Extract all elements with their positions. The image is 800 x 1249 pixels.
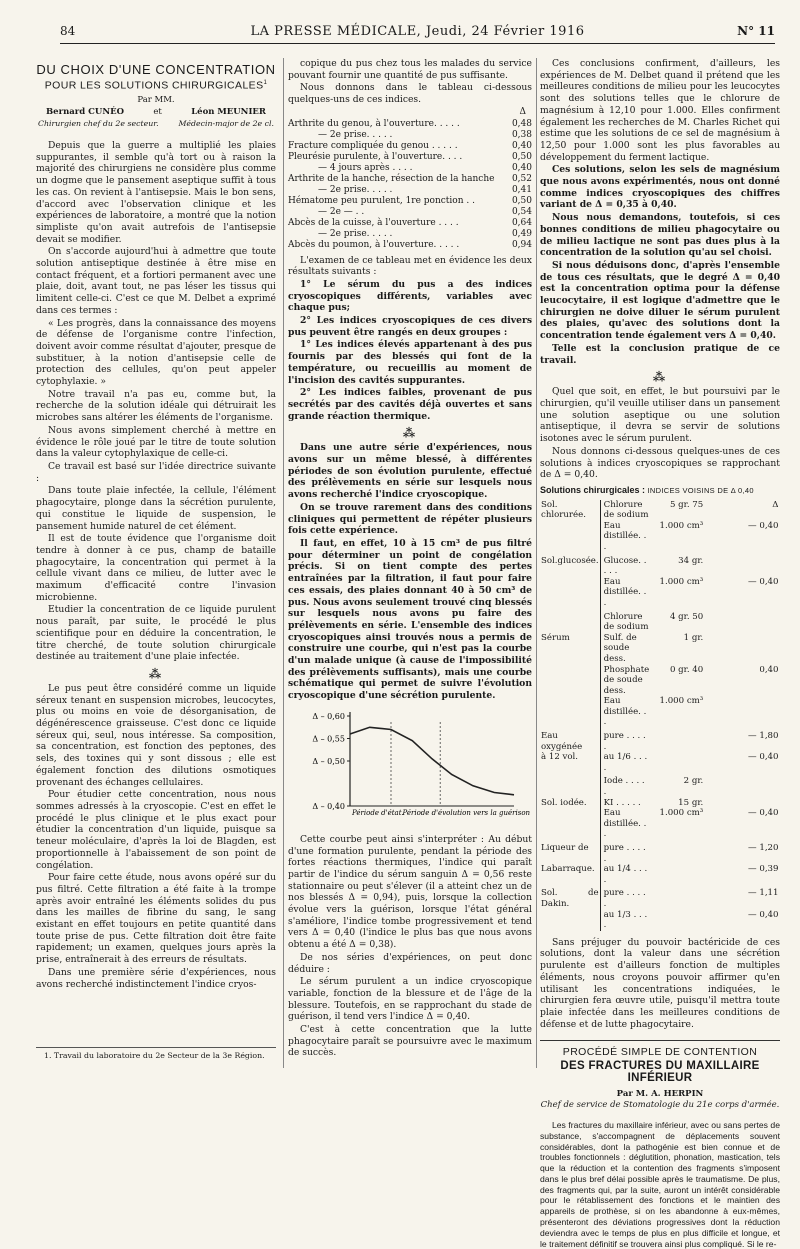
indice-label: Hématome peu purulent, 1re ponction . . — [288, 195, 475, 206]
solution-delta: — 0,40 — [748, 808, 779, 819]
author-roles — [36, 118, 276, 130]
solution-quantity — [650, 728, 704, 752]
table-row — [288, 185, 532, 196]
solution-name: Eau oxygénée — [541, 731, 583, 752]
solution-delta: — 1,11 — [748, 888, 779, 899]
table-row — [540, 864, 780, 885]
solutions-table — [540, 500, 780, 931]
article2-body — [540, 1120, 780, 1249]
indice-value: 0,64 — [511, 217, 532, 228]
solution-component: Phosphate de soude dess. — [600, 665, 650, 697]
indice-value: 0,40 — [511, 140, 532, 151]
solution-quantity: 5 gr. 75 — [669, 499, 704, 510]
paragraph: Dans une autre série d'expériences, nous avons sur un même blessé, à différentes périodes de son évolution purulente, effectué des prélèvements en série sur lesquels nous avons recherché l'indice cryoscopique. — [288, 442, 532, 501]
results-paragraphs — [288, 255, 532, 423]
section-stars: ⁂ — [402, 426, 418, 441]
indice-label: Pleurésie purulente, à l'ouverture. . . . — [288, 151, 463, 162]
paragraph: Ce travail est basé sur l'idée directrice suivante : — [36, 461, 276, 484]
paragraph: Nous avons simplement cherché à mettre en évidence le rôle joué par le titre de toute solution dans la valeur cytophylaxique de celle-ci. — [36, 424, 276, 460]
indice-label: — 2e — . . — [318, 206, 365, 217]
solution-delta: 0,40 — [759, 664, 779, 675]
solution-quantity: 1.000 cm³ — [659, 576, 704, 587]
indice-label: Abcès de la cuisse, à l'ouverture . . . . — [288, 217, 459, 228]
byline-par: Par MM. — [137, 94, 175, 105]
table-row — [540, 728, 780, 752]
paragraph: 1° Les indices élevés appartenant à des pus fournis par des blessés qui font de la température, ou recueillis au moment de l'incision des cavités suppurantes. — [288, 339, 532, 386]
solution-delta — [704, 633, 779, 665]
paragraph: Ces solutions, selon les sels de magnésium que nous avons expérimentés, nous ont donné comme indices cryoscopiques des chiffres variant de Δ = 0,35 à 0,40. — [540, 164, 780, 211]
paragraph: De nos séries d'expériences, on peut donc déduire : — [288, 951, 532, 975]
solution-component: KI . . . . . — [600, 798, 650, 809]
role-cuneo: Chirurgien chef du 2e secteur. — [38, 119, 159, 129]
paragraph: Il faut, en effet, 10 à 15 cm³ de pus filtré pour déterminer un point de congélation précis. Si on tient compte des pertes entraînées par la filtration, il faut pour faire ces essais, des plaies donnant 40 à 50 cm³ de pus. Nous avons seulement trouvé cinq blessés sur lesquels nous avons pu faire des prélèvements en série. L'ensemble des indices cryoscopiques ainsi trouvés nous a permis de construire une courbe, qui n'est pas la courbe d'un malade unique (à cause de l'impossibilité des prélèvements suffisants), mais une courbe schématique qui permet de suivre l'évolution cryoscopique d'une sécrétion purulente. — [288, 537, 532, 702]
paragraph: On se trouve rarement dans des conditions cliniques qui permettent de répéter plusieurs fois cette expérience. — [288, 501, 532, 537]
table-row — [288, 207, 532, 218]
indice-value: 0,50 — [511, 151, 532, 162]
solution-component: Eau distillée. . . — [600, 696, 650, 728]
indice-value: 0,41 — [511, 184, 532, 195]
indice-label: — 2e prise. . . . . — [318, 184, 393, 195]
column-1 — [36, 58, 276, 1068]
paragraph: Il est de toute évidence que l'organisme doit tendre à donner à ce pus, champ de bataille phagocytaire, la concentration qui permet à la cellule vivant dans ce milieu, de lutter avec le maximum d'efficacité contre l'invasion microbienne. — [36, 533, 276, 603]
paragraph: Pour étudier cette concentration, nous nous sommes adressés à la cryoscopie. C'est en effet le procédé le plus clinique et le plus exact pour étudier la concentration d'un liquide, puisque sa teneur moléculaire, d'après la loi de Blagden, est proportionnelle à l'abaissement de son point de congélation. — [36, 789, 276, 871]
y-tick-label: Δ – 0,60 — [312, 711, 345, 721]
authors — [36, 107, 276, 119]
solution-quantity — [650, 864, 704, 885]
solution-name — [540, 609, 600, 633]
table-row — [540, 773, 780, 797]
paragraph: Ces conclusions confirment, d'ailleurs, les expériences de M. Delbet quand il prétend que les meilleures conditions de milieu pour les leucocytes sont des solutions telles que le chlorure de magnésium à 12,10 pour 1.000. Elles confirment également les recherches de M. Charles Richet qui estime que les solutions de ce sel de magnésium à 12,50 pour 1.000 sont les plus favorables au développement du ferment lactique. — [540, 58, 780, 163]
solution-component: Eau distillée. . . — [600, 521, 650, 553]
solution-delta: Δ — [772, 499, 779, 510]
paragraph: On s'accorde aujourd'hui à admettre que toute solution antiseptique destinée à être mise en contact fréquent, et a fortiori permanent avec une plaie, doit, avant tout, ne pas léser les tissus qui limitent celle-ci. C'est ce que M. Delbet a exprimé dans ces termes : — [36, 246, 276, 316]
y-tick-label: Δ – 0,50 — [312, 756, 345, 766]
paragraph: Nous nous demandons, toutefois, si ces bonnes conditions de milieu phagocytaire ou de milieu lactique ne sont pas dues plus à la concentration de la solution qu'au sel choisi. — [540, 212, 780, 259]
solution-name: Sol. iodée. — [541, 797, 587, 808]
author-conjunction: et — [153, 106, 162, 117]
curve-line — [350, 727, 514, 795]
article2-title: PROCÉDÉ SIMPLE DE CONTENTION — [562, 1046, 758, 1059]
solution-delta: — 0,40 — [748, 576, 779, 587]
role-meunier: Médecin-major de 2e cl. — [178, 119, 274, 129]
solution-delta: — 0,39 — [748, 864, 779, 875]
solution-quantity: 2 gr. — [683, 776, 704, 787]
solution-name: Sol. chlorurée. — [541, 499, 586, 521]
paragraph: C'est à cette concentration que la lutte phagocytaire paraît se poursuivre avec le maximum de succès. — [288, 1024, 532, 1059]
table-row — [288, 174, 532, 185]
solution-quantity: 1.000 cm³ — [659, 808, 704, 819]
table-row — [288, 163, 532, 174]
solution-quantity: 1.000 cm³ — [659, 696, 704, 707]
final-paragraph — [540, 937, 780, 1031]
journal-title: LA PRESSE MÉDICALE, Jeudi, 24 Février 1916 — [250, 24, 585, 39]
indice-value: 0,54 — [511, 206, 532, 217]
table-row — [288, 218, 532, 229]
solution-component: Eau distillée. . . — [600, 577, 650, 609]
solution-name: Labarraque. — [541, 864, 595, 875]
paragraph: 2° Les indices faibles, provenant de pus secrétés par des cavités déjà ouvertes et sans grande réaction thermique. — [288, 387, 532, 422]
table-row — [540, 500, 780, 521]
y-tick-label: Δ – 0,40 — [312, 801, 345, 811]
solution-quantity: 1.000 cm³ — [659, 520, 704, 531]
solution-delta — [704, 696, 779, 728]
paragraph: « Les progrès, dans la connaissance des moyens de défense de l'organisme contre l'infection, doivent avoir comme résultat d'ajouter, presque de substituer, à la notion d'antisepsie celle de protection des cellules, qu'on peut appeler cytophylaxie. » — [36, 317, 276, 388]
table-row — [288, 119, 532, 130]
indice-value: 0,50 — [511, 195, 532, 206]
indice-value: 0,52 — [511, 173, 532, 184]
solution-name: à 12 vol. — [541, 752, 579, 763]
solution-name — [540, 665, 600, 697]
solution-quantity: 1 gr. — [683, 632, 704, 643]
table-row — [288, 196, 532, 207]
delta-column-head: Δ — [519, 106, 526, 117]
solution-quantity: 34 gr. — [678, 555, 704, 566]
x-label-evolution: Période d'évolution vers la guérison — [402, 808, 531, 817]
solution-delta — [704, 553, 779, 577]
solution-name — [540, 521, 600, 553]
solution-delta — [704, 773, 779, 797]
column-divider — [283, 58, 284, 1068]
table-row — [540, 696, 780, 728]
page-header — [60, 24, 775, 44]
article-title: DU CHOIX D'UNE CONCENTRATION — [36, 62, 276, 77]
table-row — [540, 910, 780, 931]
paragraph: 2° Les indices cryoscopiques de ces divers pus peuvent être rangés en deux groupes : — [288, 315, 532, 338]
solution-component: Eau distillée. . . — [600, 808, 650, 840]
table-row — [288, 229, 532, 240]
section-stars: ⁂ — [652, 370, 668, 385]
solution-quantity — [650, 910, 704, 931]
table-row — [540, 521, 780, 553]
solution-name: Liqueur de — [541, 843, 589, 854]
issue-number: N° 11 — [737, 24, 775, 38]
paragraph: Etudier la concentration de ce liquide purulent nous paraît, par suite, le procédé le plus scientifique pour en déduire la concentration, le titre cherché, de toute solution chirurgicale destinée au traitement d'une plaie infectée. — [36, 604, 276, 663]
solution-component: au 1/4 . . . . — [600, 864, 650, 885]
solution-name: Sol.glucosée. — [541, 555, 599, 566]
solution-delta: — 1,20 — [748, 843, 779, 854]
intro-paragraphs — [36, 140, 276, 663]
cryoscopic-curve-chart — [292, 708, 531, 828]
solution-component: Sulf. de soude dess. — [600, 633, 650, 665]
table-intro — [288, 58, 532, 106]
paragraph: 1° Le sérum du pus a des indices cryoscopiques différents, variables avec chaque pus; — [288, 278, 532, 314]
section-stars: ⁂ — [148, 666, 164, 681]
solution-component: Chlorure de sodium — [600, 609, 650, 633]
indice-label: — 2e prise. . . . . — [318, 129, 393, 140]
solution-name — [540, 577, 600, 609]
column-2 — [288, 58, 532, 1068]
paragraph: Les fractures du maxillaire inférieur, avec ou sans pertes de substance, s'accompagnent de déplacements souvent considérables, dont la pathogénie est bien connue et de troubles fonctionnels : déglutition, phonation, mastication, tels que la réduction et la contention des fragments s'imposent dans le plus bref délai possible après le traumatisme. De plus, des fragments qui, par la suite, auront un intérêt considérable pour le rétablissement des fonctions et le maintien des appareils de prothèse, si on les abandonne à eux-mêmes, présenteront des déviations progressives dont la réduction deviendra avec le temps de plus en plus difficile et longue, et le traitement définitif se trouvera ainsi plus compliqué. Si le re- — [540, 1119, 780, 1249]
chart-svg — [292, 708, 531, 828]
paragraph: Sans préjuger du pouvoir bactéricide de ces solutions, dont la valeur dans une sécrétion purulente est d'ailleurs fonction de multiples éléments, nous croyons pouvoir affirmer qu'en utilisant les concentrations indiquées, le chirurgien fera œuvre utile, puisqu'il mettra toute plaie infectée dans les meilleures conditions de défense et de lutte phagocytaire. — [540, 936, 780, 1030]
paragraph: Le sérum purulent a un indice cryoscopique variable, fonction de la blessure et de l'âge de la blessure. Toutefois, en se rapprochant du stade de guérison, il tend vers l'indice Δ = 0,40. — [288, 976, 532, 1023]
article-subtitle: POUR LES SOLUTIONS CHIRURGICALES$^1$ — [44, 79, 268, 92]
paragraph: L'examen de ce tableau met en évidence les deux résultats suivants : — [288, 254, 532, 278]
table-row — [540, 885, 780, 909]
indice-label: Arthrite du genou, à l'ouverture. . . . . — [288, 118, 460, 129]
footnote: 1. Travail du laboratoire du 2e Secteur de la 3e Région. — [36, 1047, 276, 1062]
solution-name — [540, 773, 600, 797]
indice-label: — 4 jours après . . . . — [318, 162, 413, 173]
solution-delta — [704, 609, 779, 633]
solution-quantity — [650, 885, 704, 909]
indice-label: — 2e prise. . . . . — [318, 228, 393, 239]
author-meunier: Léon MEUNIER — [191, 106, 266, 117]
solution-component: au 1/3 . . . . — [600, 910, 650, 931]
paragraph: Cette courbe peut ainsi s'interpréter : Au début d'une formation purulente, pendant la période des fortes réactions thermiques, l'indice qui paraît partir de l'indice du sérum sanguin Δ = 0,56 reste stationnaire ou peut s'élever (il a atteint chez un de nos blessés Δ = 0,94), puis, lorsque la collection évolue vers la guérison, lorsque l'état général s'améliore, l'indice tombe progressivement et tend vers Δ = 0,40 (l'indice le plus bas que nous avons obtenu a été Δ = 0,38). — [288, 833, 532, 951]
title-note: 1 — [263, 79, 268, 86]
column-3 — [540, 58, 780, 1249]
solution-quantity: 15 gr. — [678, 797, 704, 808]
article-separator — [540, 1040, 780, 1041]
paragraph: Le pus peut être considéré comme un liquide séreux tenant en suspension microbes, leucocytes, plus ou moins en voie de désorganisation, de dégénérescence graisseuse. C'est donc ce liquide séreux qui, seul, nous intéresse. Sa composition, sa concentration, est fonction des peptones, des sels, des toxines qui y sont dissous ; elle est également fonction des dilutions osmotiques provenant des échanges cellulaires. — [36, 682, 276, 788]
paragraph: Depuis que la guerre a multiplié les plaies suppurantes, il semble qu'à tort ou à raison la majorité des chirurgiens ne considère plus comme un dogme que le pansement aseptique suffit à tous les cas. On revient à l'antisepsie. Mais le bon sens, d'accord avec l'observation clinique et les expériences de laboratoire, a montré que la notion simpliste qu'on avait autrefois de l'antisepsie devait se modifier. — [36, 140, 276, 245]
indice-label: Fracture compliquée du genou . . . . . — [288, 140, 458, 151]
paragraph: Telle est la conclusion pratique de ce travail. — [540, 342, 780, 366]
indice-value: 0,48 — [511, 118, 532, 129]
solution-component: Glucose. . . . . — [600, 553, 650, 577]
solution-delta: — 0,40 — [748, 520, 779, 531]
solution-component: pure . . . . . — [600, 728, 650, 752]
table-row — [540, 553, 780, 577]
column-divider — [536, 58, 537, 1068]
solutions-intro — [540, 386, 780, 481]
author-cuneo: Bernard CUNÉO — [46, 106, 124, 117]
paragraph: Notre travail n'a pas eu, comme but, la recherche de la solution idéale qui détruirait les microbes sans altérer les éléments de l'organisme. — [36, 388, 276, 424]
conclusion-paragraphs — [540, 58, 780, 366]
pus-paragraphs — [36, 683, 276, 990]
indices-table — [288, 119, 532, 251]
paragraph: Dans une première série d'expériences, nous avons recherché indistinctement l'indice cryos- — [36, 966, 276, 990]
indice-value: 0,40 — [511, 162, 532, 173]
paragraph: Si nous déduisons donc, d'après l'ensemble de tous ces résultats, que le degré Δ = 0,40 est la concentration optima pour la défense leucocytaire, il est logique d'admettre que le chirurgien ne doive diluer le sérum purulent des plaies, qu'avec des solutions dont la concentration tende également vers Δ = 0,40. — [540, 259, 780, 342]
indice-value: 0,49 — [511, 228, 532, 239]
solution-quantity: 4 gr. 50 — [669, 611, 704, 622]
table-row — [288, 130, 532, 141]
article2-subtitle: DES FRACTURES DU MAXILLAIRE INFÉRIEUR — [560, 1060, 760, 1084]
paragraph: Pour faire cette étude, nous avons opéré sur du pus filtré. Cette filtration a été faite à la trompe après avoir entraîné les éléments solides du pus dans les mailles de fibrine du sang, le sang existant en effet toujours en petite quantité dans toute prise de pus. Cette filtration doit être faite rapidement; un examen, quelques jours après la prise, entraînerait à des erreurs de résultats. — [36, 872, 276, 966]
table-row — [540, 798, 780, 809]
table-row — [288, 141, 532, 152]
solution-quantity — [650, 752, 704, 773]
solution-quantity: 0 gr. 40 — [669, 664, 704, 675]
solution-component: pure . . . . . — [600, 840, 650, 864]
series-paragraphs — [288, 442, 532, 701]
solution-delta: — 1,80 — [748, 731, 779, 742]
solution-component: pure . . . . . — [600, 885, 650, 909]
solution-component: Chlorure de sodium — [600, 500, 650, 521]
paragraph: Nous donnons ci-dessous quelques-unes de ces solutions à indices cryoscopiques se rapprochant de Δ = 0,40. — [540, 445, 780, 481]
paragraph: Nous donnons dans le tableau ci-dessous quelques-uns de ces indices. — [288, 82, 532, 106]
solution-delta: — 0,40 — [748, 909, 779, 920]
solution-delta: — 0,40 — [748, 752, 779, 763]
solutions-heading: Solutions chirurgicales : INDICES VOISINS DE Δ 0,40 — [540, 484, 754, 495]
indice-value: 0,94 — [511, 239, 532, 250]
y-tick-label: Δ – 0,55 — [312, 734, 345, 744]
paragraph: copique du pus chez tous les malades du service pouvant fournir une quantité de pus suffisante. — [288, 58, 532, 81]
solution-component: au 1/6 . . . . — [600, 752, 650, 773]
solution-name — [540, 696, 600, 728]
table-row — [540, 577, 780, 609]
x-label-state: Période d'état. — [352, 808, 404, 817]
solution-name: Sérum — [541, 632, 570, 643]
paragraph: Quel que soit, en effet, le but poursuivi par le chirurgien, qu'il veuille utiliser dans un pansement une solution aseptique ou une solution antiseptique, il devra se servir de solutions isotones avec le sérum purulent. — [540, 386, 780, 445]
article2-affiliation: Chef de service de Stomatologie du 21e corps d'armée. — [540, 1100, 780, 1111]
indice-label: Abcès du poumon, à l'ouverture. . . . . — [288, 239, 460, 250]
table-row — [540, 633, 780, 665]
table-row — [288, 152, 532, 163]
solution-name: Sol. de Dakin. — [541, 888, 599, 909]
page-number: 84 — [60, 24, 76, 38]
table-row — [540, 808, 780, 840]
solution-delta — [704, 798, 779, 809]
table-row — [540, 752, 780, 773]
solution-name — [540, 808, 600, 840]
table-row — [540, 665, 780, 697]
indice-label: Arthrite de la hanche, résection de la hanche — [288, 173, 495, 184]
solution-name — [540, 910, 600, 931]
table-row — [288, 240, 532, 251]
paragraph: Dans toute plaie infectée, la cellule, l'élément phagocytaire, plonge dans la sécrétion purulente, qui constitue le liquide de suspension, le pansement humide naturel de cet élément. — [36, 485, 276, 532]
solution-component: Iode . . . . . — [600, 773, 650, 797]
table-row — [540, 609, 780, 633]
article2-author: Par M. A. HERPIN — [616, 1088, 704, 1099]
indice-value: 0,38 — [511, 129, 532, 140]
solution-quantity — [650, 840, 704, 864]
table-row — [540, 840, 780, 864]
interpretation-paragraphs — [288, 834, 532, 1059]
